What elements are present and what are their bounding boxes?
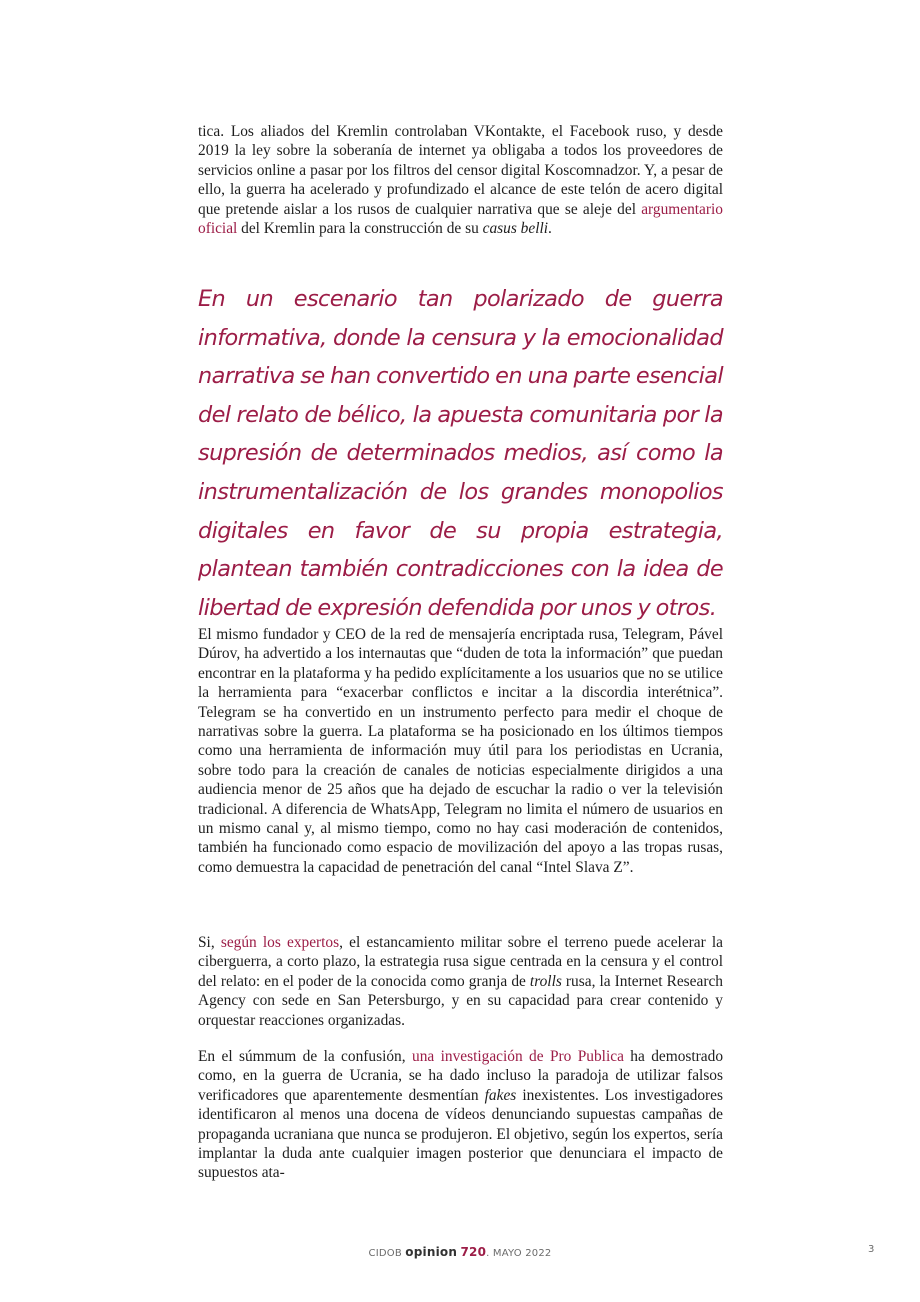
paragraph-text: En el súmmum de la confusión, — [198, 1048, 412, 1065]
paragraph-text: Si, — [198, 934, 221, 951]
paragraph-text: ha demostrado como, en la guerra de Ucrania, se ha dado incluso la paradoja de utilizar falsos verificadores que aparentemente desmentían — [198, 1048, 724, 1104]
paragraph-text: , el estancamiento militar sobre el terreno puede acelerar la ciberguerra, a corto plazo, la estrategia rusa sigue centrada en la censura y el control del relato: en el poder de la conocida como granja de — [198, 934, 723, 990]
argumentario-oficial-link[interactable]: argumentario oficial — [198, 200, 723, 238]
page-footer — [0, 1245, 920, 1259]
page-number: 3 — [868, 1244, 875, 1255]
pull-quote: En un escenario tan polarizado de guerra informativa, donde la censura y la emocionalidad narrativa se han convertido en una parte esencial del relato de bélico, la apuesta comunitaria por la supresión de determinados medios, así como la instrumentalización de los grandes monopolios digitales en favor de su propia estrategia, plantean también contradicciones con la idea de libertad de expresión defendida por unos y otros. — [198, 286, 723, 621]
footer-issue-number: 720 — [460, 1245, 487, 1259]
body-paragraph-3 — [198, 933, 723, 1030]
body-paragraph-1 — [198, 122, 723, 238]
paragraph-text: inexistentes. Los investigadores identificaron al menos una docena de vídeos denunciando supuestas campañas de propaganda ucraniana que nunca se produjeron. El objetivo, según los expertos, sería implantar la duda ante cualquier imagen posterior que denunciara el impacto de supuestos ata- — [198, 1086, 723, 1182]
footer-brand: CIDOB — [368, 1248, 402, 1259]
footer-date: . MAYO 2022 — [486, 1248, 552, 1259]
paragraph-text: . — [548, 220, 552, 238]
paragraph-text: tica. Los aliados del Kremlin controlaban VKontakte, el Facebook ruso, y desde 2019 la ley sobre la soberanía de internet ya obligaba a todos los proveedores de servicios online a pasar por los filtros del censor digital Koscomnadzor. Y, a pesar de ello, la guerra ha acelerado y profundizado el alcance de este telón de acero digital que pretende aislar a los rusos de cualquier narrativa que se aleje del — [198, 123, 723, 218]
footer-series: opinion — [405, 1245, 458, 1259]
pro-publica-link[interactable]: una investigación de Pro Publica — [412, 1048, 624, 1065]
paragraph-text: rusa, la Internet Research Agency con sede en San Petersburgo, y en su capacidad para crear contenido y orquestar reacciones organizadas. — [198, 972, 723, 1029]
segun-los-expertos-link[interactable]: según los expertos — [220, 934, 340, 951]
emphasis-text: fakes — [484, 1086, 517, 1104]
body-paragraph-4 — [198, 1047, 723, 1183]
paragraph-text: del Kremlin para la construcción de su — [237, 220, 483, 238]
emphasis-text: trolls — [529, 972, 562, 990]
emphasis-text: casus belli — [482, 220, 549, 238]
body-paragraph-2: El mismo fundador y CEO de la red de mensajería encriptada rusa, Telegram, Pável Dúrov, ha advertido a los internautas que “duden de tota la información” que puedan encontrar en la plataforma y ha pedido explícitamente a los usuarios que no se utilice la herramienta para “exacerbar conflictos e incitar a la discordia interétnica”. Telegram se ha convertido en un instrumento perfecto para medir el choque de narrativas sobre la guerra. La plataforma se ha posicionado en los últimos tiempos como una herramienta de información muy útil para los periodistas en Ucrania, sobre todo para la creación de canales de noticias especialmente dirigidos a una audiencia menor de 25 años que ha dejado de escuchar la radio o ver la televisión tradicional. A diferencia de WhatsApp, Telegram no limita el número de usuarios en un mismo canal y, al mismo tiempo, como no hay casi moderación de contenidos, también ha funcionado como espacio de movilización del apoyo a las tropas rusas, como demuestra la capacidad de penetración del canal “Intel Slava Z”. — [198, 626, 723, 876]
